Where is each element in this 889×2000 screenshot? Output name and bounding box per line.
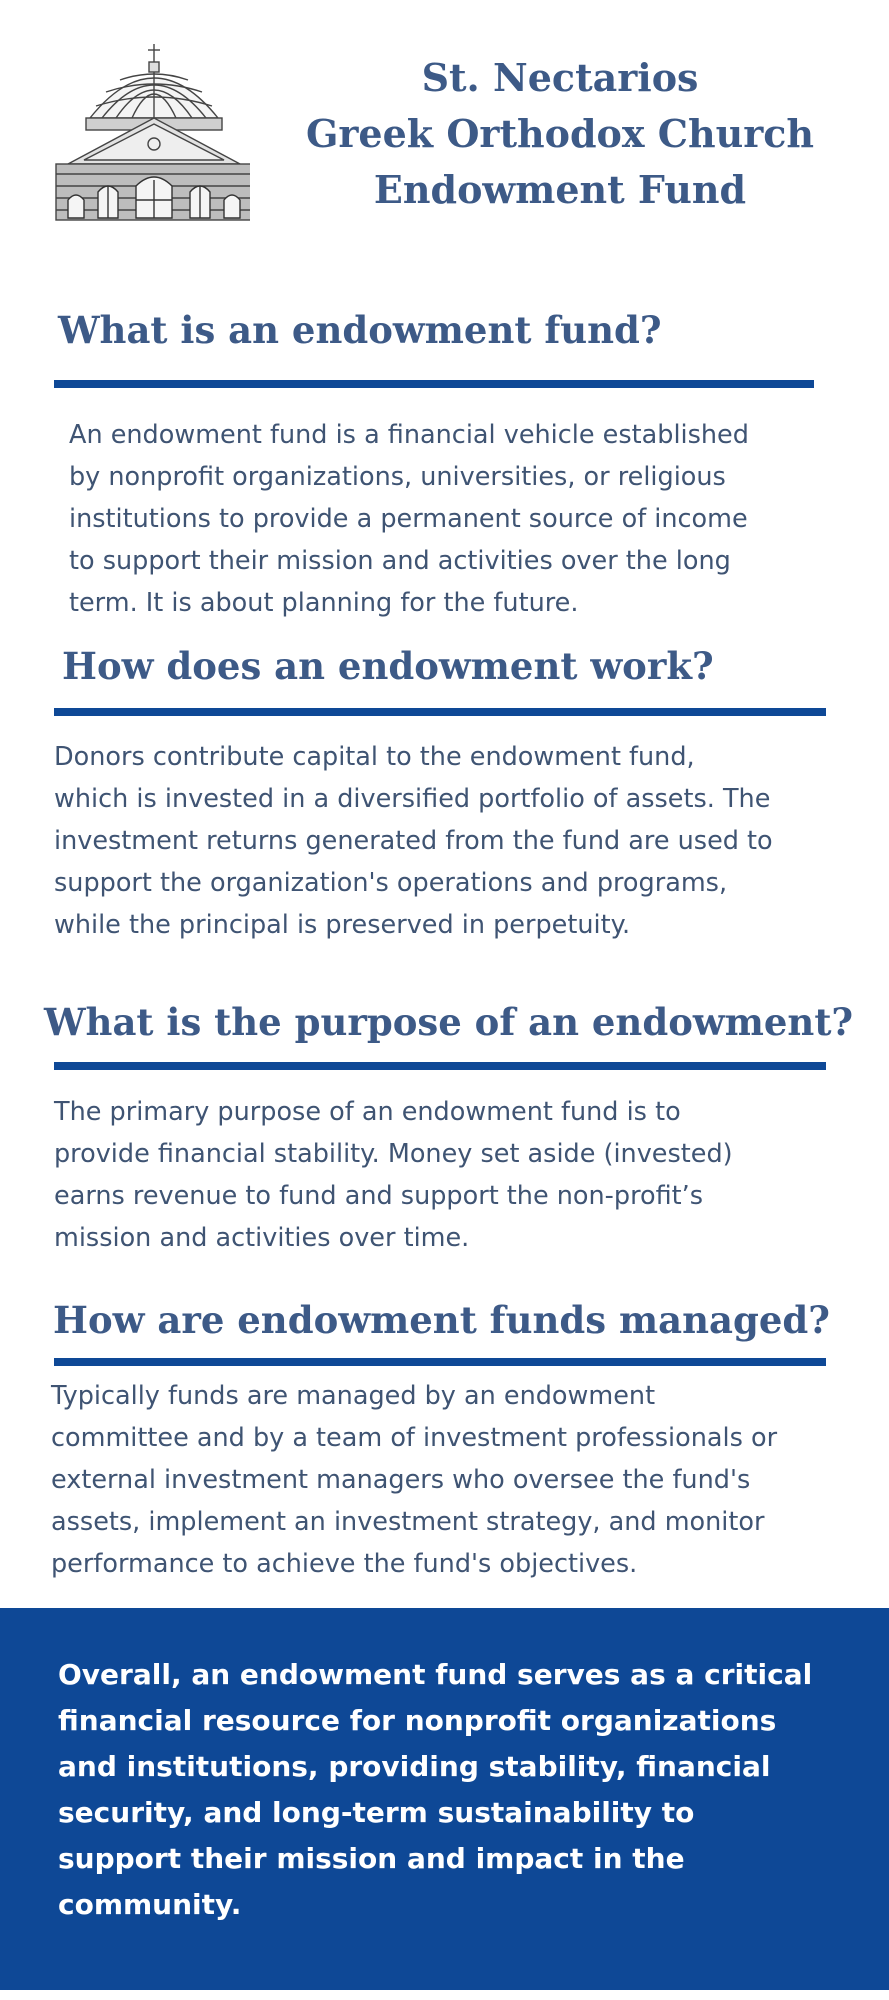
body-line: The primary purpose of an endowment fund is to bbox=[54, 1097, 681, 1127]
body-line: institutions to provide a permanent source of income bbox=[69, 504, 748, 534]
church-drawing-icon bbox=[50, 40, 250, 222]
section-heading: How are endowment funds managed? bbox=[53, 1298, 830, 1342]
summary-line: security, and long-term sustainability to bbox=[58, 1796, 695, 1829]
section-divider bbox=[54, 1062, 826, 1070]
body-line: earns revenue to fund and support the non-profit’s bbox=[54, 1181, 704, 1211]
section-body bbox=[69, 414, 749, 624]
summary-line: support their mission and impact in the bbox=[58, 1842, 685, 1875]
section-body bbox=[54, 736, 773, 946]
body-line: Donors contribute capital to the endowment fund, bbox=[54, 742, 695, 772]
body-line: which is invested in a diversified portfolio of assets. The bbox=[54, 784, 771, 814]
summary-line: financial resource for nonprofit organizations bbox=[58, 1704, 777, 1737]
body-line: while the principal is preserved in perpetuity. bbox=[54, 910, 631, 940]
body-line: Typically funds are managed by an endowment bbox=[51, 1381, 656, 1411]
summary-line: Overall, an endowment fund serves as a critical bbox=[58, 1658, 813, 1691]
summary-text bbox=[58, 1652, 812, 1928]
body-line: by nonprofit organizations, universities, or religious bbox=[69, 462, 726, 492]
body-line: support the organization's operations and programs, bbox=[54, 868, 728, 898]
title-line: Endowment Fund bbox=[373, 167, 747, 212]
section-divider bbox=[54, 380, 814, 388]
summary-line: and institutions, providing stability, financial bbox=[58, 1750, 771, 1783]
body-line: term. It is about planning for the future. bbox=[69, 588, 579, 618]
body-line: external investment managers who oversee the fund's bbox=[51, 1465, 751, 1495]
body-line: investment returns generated from the fund are used to bbox=[54, 826, 773, 856]
section-heading: What is an endowment fund? bbox=[58, 308, 662, 352]
summary-line: community. bbox=[58, 1888, 242, 1921]
section-divider bbox=[54, 708, 826, 716]
section-body bbox=[54, 1091, 733, 1259]
title-line: Greek Orthodox Church bbox=[305, 111, 815, 156]
section-heading: What is the purpose of an endowment? bbox=[44, 1000, 854, 1044]
body-line: An endowment fund is a financial vehicle established bbox=[69, 420, 749, 450]
section-heading: How does an endowment work? bbox=[62, 644, 714, 688]
body-line: assets, implement an investment strategy, and monitor bbox=[51, 1507, 765, 1537]
section-divider bbox=[54, 1358, 826, 1366]
body-line: to support their mission and activities over the long bbox=[69, 546, 731, 576]
title-line: St. Nectarios bbox=[421, 55, 699, 100]
body-line: committee and by a team of investment professionals or bbox=[51, 1423, 778, 1453]
body-line: performance to achieve the fund's objectives. bbox=[51, 1549, 638, 1579]
body-line: provide financial stability. Money set aside (invested) bbox=[54, 1139, 733, 1169]
section-body bbox=[51, 1375, 777, 1585]
page-title bbox=[300, 50, 820, 218]
body-line: mission and activities over time. bbox=[54, 1223, 470, 1253]
